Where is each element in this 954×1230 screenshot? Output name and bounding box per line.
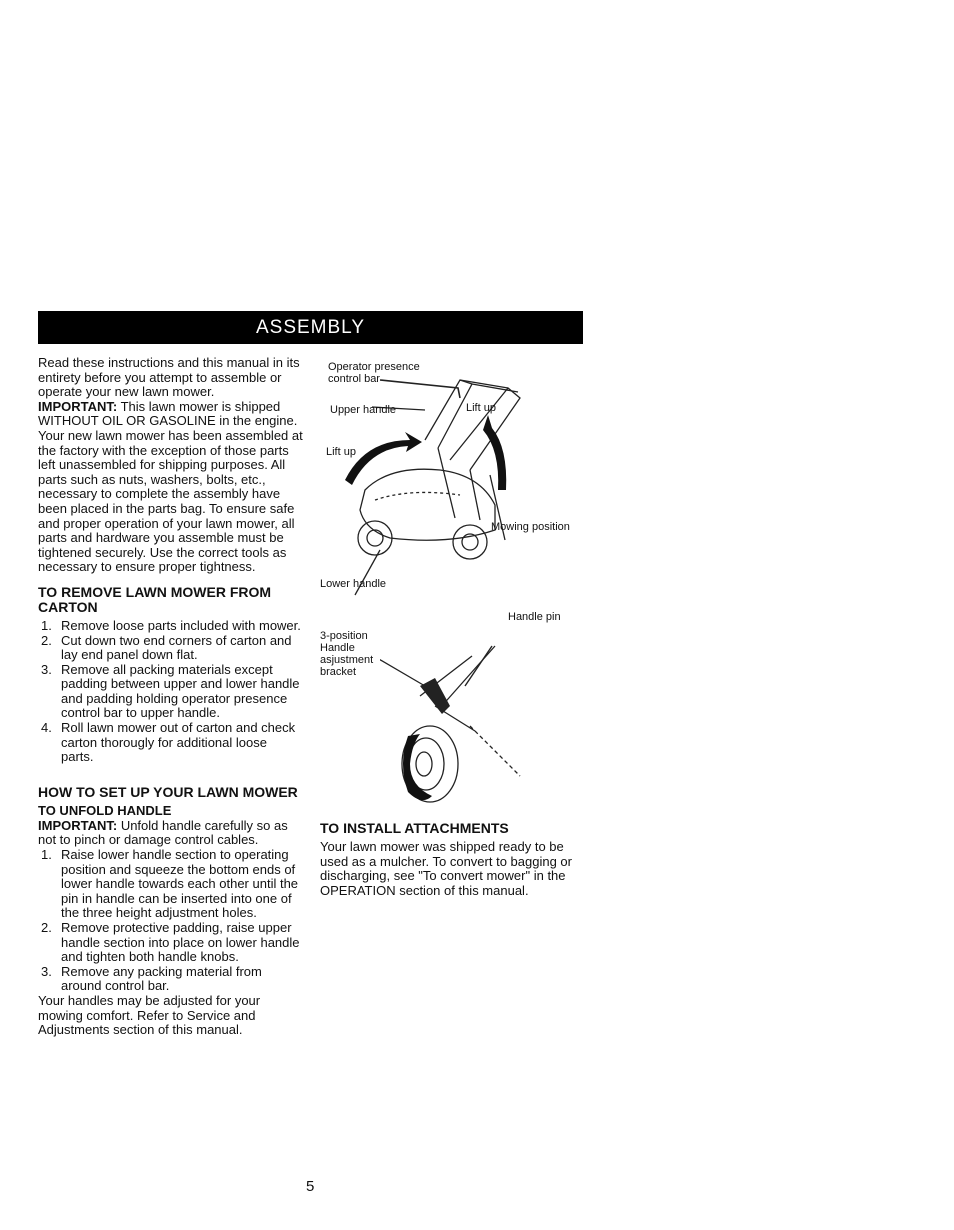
important-label: IMPORTANT: — [38, 398, 118, 414]
list-item: 1. Raise lower handle section to operating position and squeeze the bottom ends of lower handle towards each other until the pin in handle can be inserted into one of the three height adjustment holes. — [41, 847, 299, 921]
list-item: 2. Cut down two end corners of carton and lay end panel down flat. — [41, 632, 292, 663]
attachments-text: Your lawn mower was shipped ready to be used as a mulcher. To convert to bagging or discharging, see "To convert mower" in the OPERATION section of this manual. — [320, 839, 572, 898]
upper-handle-label: Upper handle — [330, 404, 397, 416]
operator-bar-label: Operator presence control bar — [328, 361, 420, 385]
list-item: 2. Remove protective padding, raise upper handle section into place on lower handle and tighten both handle knobs. — [41, 920, 300, 965]
page-number: 5 — [306, 1178, 315, 1195]
lift-up-left-label: Lift up — [326, 446, 356, 458]
mowing-position-label: Mowing position — [491, 521, 570, 533]
lower-handle-label: Lower handle — [320, 578, 387, 590]
important-text: This lawn mower is shipped WITHOUT OIL OR GASOLINE in the engine. — [38, 398, 298, 429]
intro-paragraph: Read these instructions and this manual in its entirety before you attempt to assemble or operate your new lawn mower. — [38, 355, 300, 400]
setup-closing: Your handles may be adjusted for your mowing comfort. Refer to Service and Adjustments section of this manual. — [38, 992, 261, 1038]
list-item: 3. Remove all packing materials except padding between upper and lower handle and padding holding operator presence control bar to upper handle. — [41, 661, 300, 721]
right-column — [320, 821, 585, 898]
bracket-label: 3-position Handle asjustment bracket — [320, 630, 374, 678]
section-banner: ASSEMBLY — [38, 311, 583, 344]
important-note — [38, 400, 303, 429]
attachments-heading: TO INSTALL ATTACHMENTS — [320, 820, 509, 836]
list-item: 3. Remove any packing material from around control bar. — [41, 963, 262, 994]
list-item: 1. Remove loose parts included with mower. — [41, 617, 301, 633]
lift-up-right-label: Lift up — [466, 402, 496, 414]
left-column — [38, 356, 303, 1038]
unfold-subheading: TO UNFOLD HANDLE — [38, 802, 172, 818]
handle-bracket-illustration — [380, 636, 550, 806]
list-item: 4. Roll lawn mower out of carton and check carton thorougly for additional loose parts. — [41, 720, 296, 765]
setup-heading: HOW TO SET UP YOUR LAWN MOWER — [38, 783, 298, 800]
remove-heading: TO REMOVE LAWN MOWER FROM CARTON — [38, 583, 272, 615]
assembly-paragraph: Your new lawn mower has been assembled at the factory with the exception of those parts left unassembled for shipping purposes. All parts such as nuts, washers, bolts, etc., necessary to complete the assembly have been placed in the parts bag. To ensure safe and proper operation of your lawn mower, all parts and hardware you assemble must be tightened securely. Use the correct tools as necessary to ensure proper tightness. — [38, 427, 303, 575]
handle-pin-label: Handle pin — [508, 611, 561, 623]
remove-steps-list — [38, 619, 303, 765]
setup-important-note: IMPORTANT: Unfold handle carefully so as not to pinch or damage control cables. — [38, 817, 288, 848]
setup-steps-list — [38, 848, 303, 994]
